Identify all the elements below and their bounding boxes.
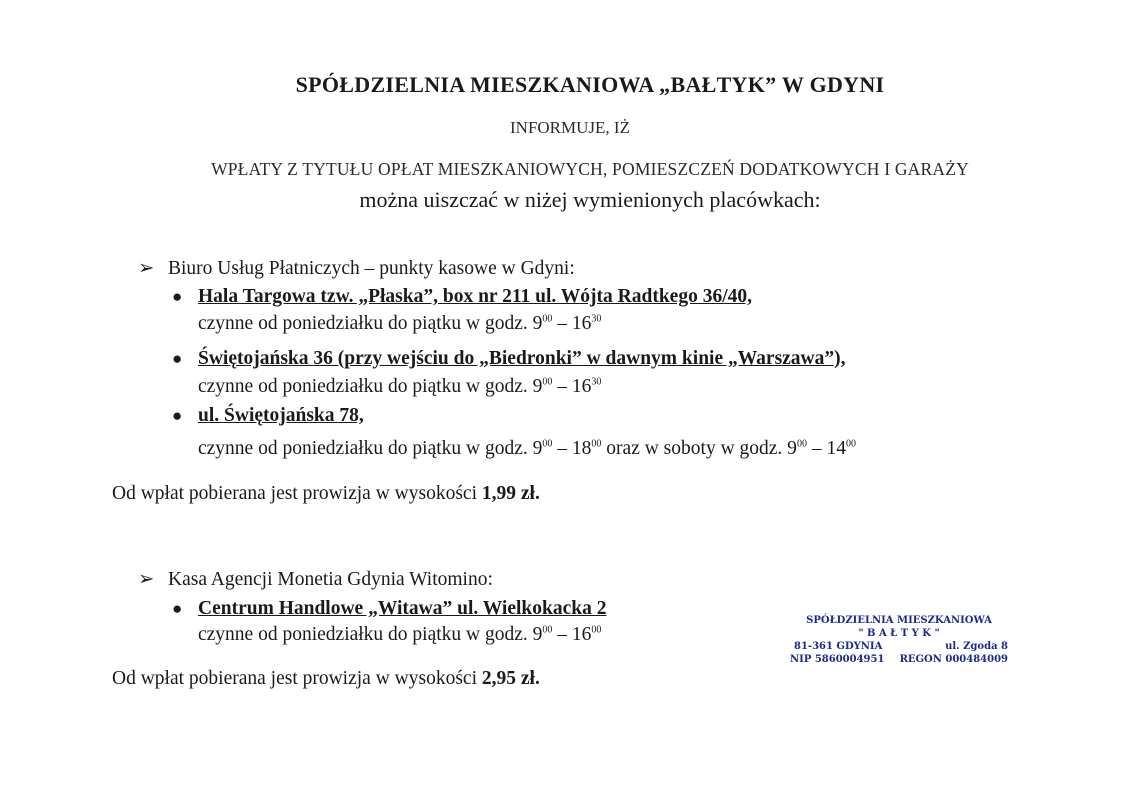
document-title: SPÓŁDZIELNIA MIESZKANIOWA „BAŁTYK” W GDYNI <box>295 72 885 97</box>
stamp-line-1: SPÓŁDZIELNIA MIESZKANIOWA <box>806 615 992 626</box>
location-4-hours: czynne od poniedziałku do piątku w godz. $9^{00} - 16^{00}$ <box>198 624 602 645</box>
bullet-icon: ● <box>172 406 183 425</box>
stamp-line-2: " B A Ł T Y K " <box>858 628 940 639</box>
document-subtitle: INFORMUJE, IŻ <box>510 118 630 137</box>
payments-subheading: można uiszczać w niżej wymienionych placówkach: <box>359 187 821 212</box>
cooperative-stamp <box>790 614 1008 666</box>
stamp-line-4: NIP 5860004951 REGON 000484009 <box>790 654 1008 665</box>
bullet-icon: ● <box>172 349 183 368</box>
location-4-name: Centrum Handlowe „Witawa” ul. Wielkokacka 2 <box>198 598 607 619</box>
location-2-name: Świętojańska 36 (przy wejściu do „Biedronki” w dawnym kinie „Warszawa”), <box>198 348 846 369</box>
location-2 <box>172 348 846 370</box>
section1-heading: ➢ Biuro Usług Płatniczych – punkty kasowe w Gdyni: <box>138 258 575 279</box>
fee-note-2: Od wpłat pobierana jest prowizja w wysokości 2,95 zł. <box>112 668 540 689</box>
location-3 <box>172 405 364 427</box>
location-3-name: ul. Świętojańska 78, <box>198 405 364 426</box>
bullet-icon: ● <box>172 287 183 306</box>
location-2-hours: czynne od poniedziałku do piątku w godz. $9^{00} - 16^{30}$ <box>198 376 602 397</box>
fee-amount-2: 2,95 zł. <box>481 668 540 689</box>
arrow-bullet-icon: ➢ <box>138 258 155 279</box>
fee-amount-1: 1,99 zł. <box>481 483 540 504</box>
location-1-name: Hala Targowa tzw. „Płaska”, box nr 211 ul. Wójta Radtkego 36/40, <box>198 286 753 307</box>
fee-note-1: Od wpłat pobierana jest prowizja w wysokości 1,99 zł. <box>112 483 540 504</box>
location-4 <box>172 598 606 620</box>
location-1-hours: czynne od poniedziałku do piątku w godz. $9^{00} - 16^{30}$ <box>198 313 602 334</box>
bullet-icon: ● <box>172 599 183 618</box>
location-1 <box>172 286 752 308</box>
section2-heading: ➢ Kasa Agencji Monetia Gdynia Witomino: <box>138 569 493 590</box>
arrow-bullet-icon: ➢ <box>138 569 155 590</box>
payments-heading: WPŁATY Z TYTUŁU OPŁAT MIESZKANIOWYCH, POMIESZCZEŃ DODATKOWYCH I GARAŻY <box>211 159 969 179</box>
location-3-hours: czynne od poniedziałku do piątku w godz. $9^{00} - 18^{00}$ oraz w soboty w godz. $9^{00} - 14^{00}$ <box>198 438 856 459</box>
stamp-line-3: 81-361 GDYNIA ul. Zgoda 8 <box>794 641 1008 652</box>
